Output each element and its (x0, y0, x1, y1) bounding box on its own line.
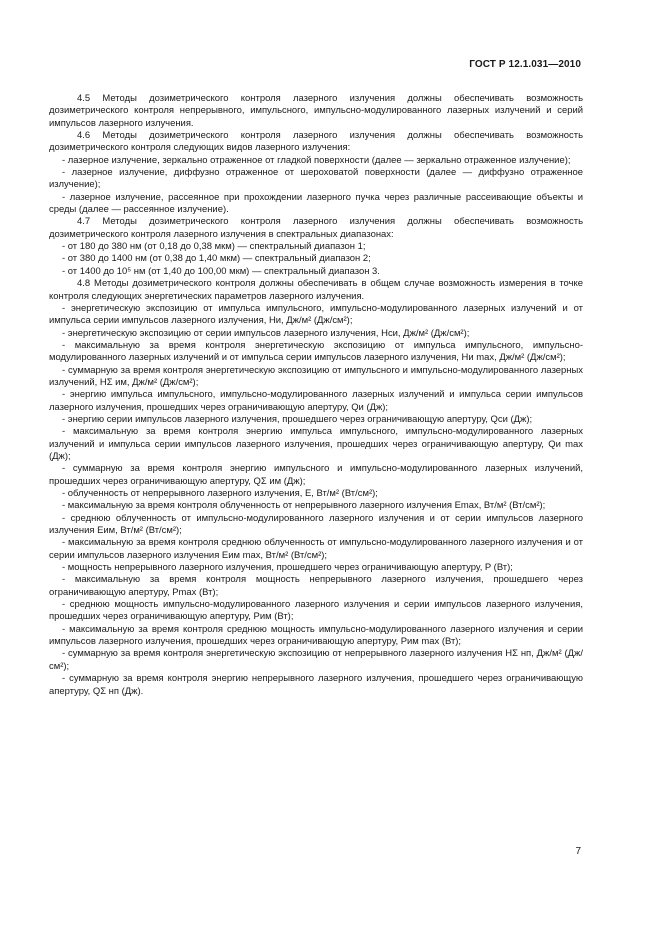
list-item: - лазерное излучение, рассеянное при прохождении лазерного пучка через различные рассеивающие объекты и среды (далее — рассеянное излучение). (49, 191, 583, 216)
list-item: - облученность от непрерывного лазерного излучения, E, Вт/м² (Вт/см²); (62, 488, 378, 499)
paragraph: 4.8 Методы дозиметрического контроля должны обеспечивать в общем случае возможность измерения в точке контроля следующих энергетических параметров лазерного излучения. (49, 278, 583, 302)
document-body (49, 93, 583, 698)
paragraph: 4.6 Методы дозиметрического контроля лазерного излучения должны обеспечивать возможность дозиметрического контроля следующих видов лазерного излучения: (49, 130, 583, 154)
list-item: - суммарную за время контроля энергетическую экспозицию от непрерывного лазерного излучения HΣ нп, Дж/м² (Дж/см²); (49, 648, 583, 672)
list-item: - от 180 до 380 нм (от 0,18 до 0,38 мкм) — спектральный диапазон 1; (62, 241, 366, 253)
list-item: - суммарную за время контроля энергетическую экспозицию от импульсного и импульсно-модулированного лазерных излучений, HΣ им, Дж/м² (Дж/см²); (49, 364, 583, 388)
list-item: - суммарную за время контроля энергию импульсного и импульсно-модулированного лазерных излучений, прошедших через ограничивающую апертуру, QΣ им (Дж); (49, 463, 583, 487)
list-item: - лазерное излучение, зеркально отраженное от гладкой поверхности (далее — зеркально отраженное излучение); (62, 154, 571, 166)
list-item: - максимальную за время контроля энергию импульса импульсного, импульсно-модулированного лазерных излучений и импульса серии импульсов лазерного излучения, прошедших через ограничивающую апертуру, Qи max (Дж); (49, 426, 583, 462)
list-item: - максимальную за время контроля среднюю мощность импульсно-модулированного лазерного излучения и серии импульсов лазерного излучения, прошедших через ограничивающую апертуру, Pим max (Вт); (49, 623, 583, 648)
paragraph: 4.7 Методы дозиметрического контроля лазерного излучения должны обеспечивать возможность дозиметрического контроля лазерного излучения в спектральных диапазонах: (49, 216, 583, 240)
list-item: - энергетическую экспозицию от импульса импульсного, импульсно-модулированного лазерных излучений и от импульса серии импульсов лазерного излучения, Hи, Дж/м² (Дж/см²); (49, 302, 583, 327)
list-item: - от 1400 до 10⁵ нм (от 1,40 до 100,00 мкм) — спектральный диапазон 3. (62, 265, 380, 277)
list-item: - максимальную за время контроля мощность непрерывного лазерного излучения, прошедшего через ограничивающую апертуру, Pmax (Вт); (49, 574, 583, 598)
list-item: - среднюю облученность от импульсно-модулированного лазерного излучения и от серии импульсов лазерного излучения Eим, Вт/м² (Вт/см²); (49, 512, 583, 537)
list-item: - максимальную за время контроля энергетическую экспозицию от импульса импульсного, импульсно-модулированного лазерных излучений и от импульса серии импульсов лазерного излучения, Hи max, Дж/м² (Дж/см²); (49, 339, 583, 364)
list-item: - максимальную за время контроля облученность от непрерывного лазерного излучения Emax, Вт/м² (Вт/см²); (62, 500, 546, 512)
list-item: - максимальную за время контроля среднюю облученность от импульсно-модулированного лазерного излучения и от серии импульсов лазерного излучения Eим max, Вт/м² (Вт/см²); (49, 537, 583, 561)
document-code-header: ГОСТ Р 12.1.031—2010 (469, 59, 581, 70)
page-number: 7 (575, 846, 581, 857)
list-item: - лазерное излучение, диффузно отраженное от шероховатой поверхности (далее — диффузно отраженное излучение); (49, 167, 583, 191)
list-item: - энергетическую экспозицию от серии импульсов лазерного излучения, Hси, Дж/м² (Дж/см²); (62, 327, 470, 339)
paragraph: 4.5 Методы дозиметрического контроля лазерного излучения должны обеспечивать возможность дозиметрического контроля непрерывного, импульсного, импульсно-модулированного лазерных излучений и серий импульсов лазерного излучения. (49, 93, 583, 129)
list-item: - энергию серии импульсов лазерного излучения, прошедшего через ограничивающую апертуру, Qси (Дж); (62, 413, 533, 425)
list-item: - мощность непрерывного лазерного излучения, прошедшего через ограничивающую апертуру, P (Вт); (62, 562, 513, 574)
list-item: - среднюю мощность импульсно-модулированного лазерного излучения и серии импульсов лазерного излучения, прошедших через ограничивающую апертуру, Pим (Вт); (49, 599, 583, 623)
list-item: - от 380 до 1400 нм (от 0,38 до 1,40 мкм) — спектральный диапазон 2; (62, 253, 371, 265)
list-item: - энергию импульса импульсного, импульсно-модулированного лазерных излучений и импульса серии импульсов лазерного излучения, прошедших через ограничивающую апертуру, Qи (Дж); (49, 389, 583, 413)
list-item: - суммарную за время контроля энергию непрерывного лазерного излучения, прошедшего через ограничивающую апертуру, QΣ нп (Дж). (49, 673, 583, 697)
